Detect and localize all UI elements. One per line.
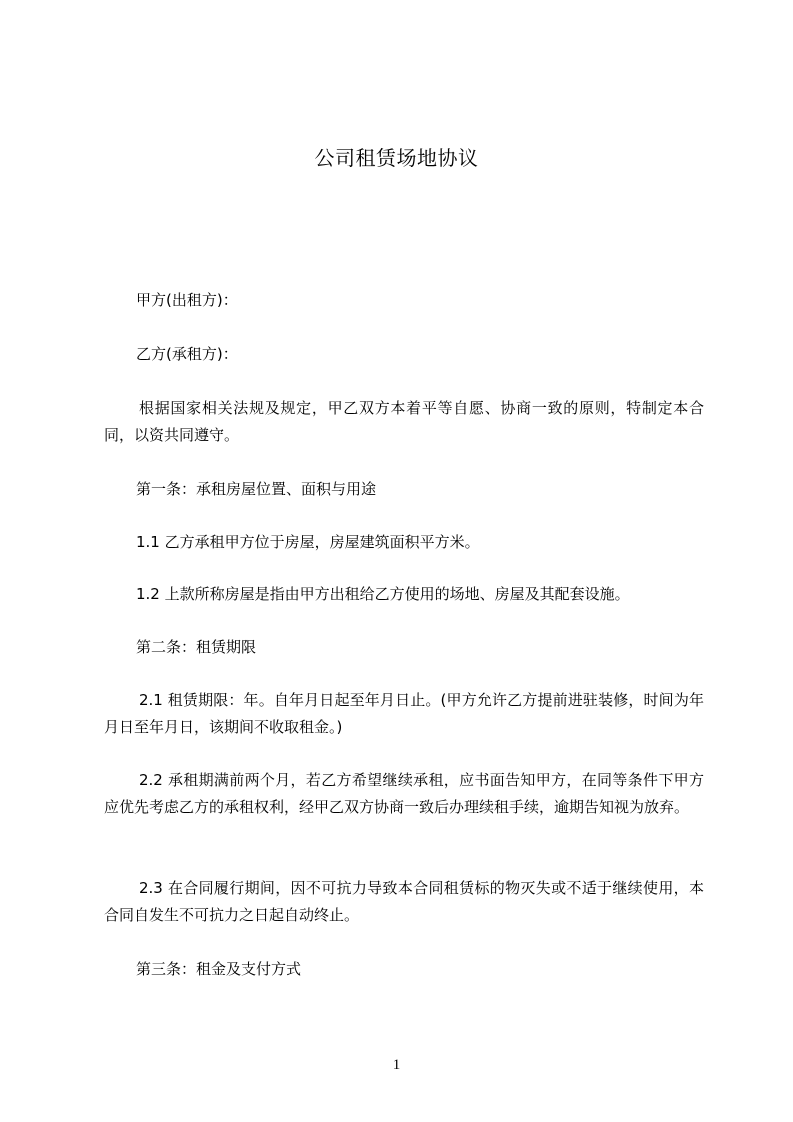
- article-3-heading: 第三条：租金及支付方式: [136, 960, 302, 978]
- clause-2-1: 2.1 租赁期限：年。自年月日起至年月日止。(甲方允许乙方提前进驻装修，时间为年月日至年月日，该期间不收取租金。): [104, 691, 704, 736]
- article-1-heading: 第一条：承租房屋位置、面积与用途: [136, 480, 377, 498]
- document-title: 公司租赁场地协议: [314, 146, 479, 170]
- clause-2-2: 2.2 承租期满前两个月，若乙方希望继续承租，应书面告知甲方，在同等条件下甲方应优先考虑乙方的承租权利，经甲乙双方协商一致后办理续租手续，逾期告知视为放弃。: [104, 771, 704, 816]
- party-b-line: 乙方(承租方)：: [136, 345, 238, 363]
- page-number: 1: [392, 1057, 401, 1073]
- preamble-paragraph: 根据国家相关法规及规定，甲乙双方本着平等自愿、协商一致的原则，特制定本合同，以资共同遵守。: [104, 399, 704, 444]
- clause-1-2: 1.2 上款所称房屋是指由甲方出租给乙方使用的场地、房屋及其配套设施。: [136, 585, 630, 603]
- article-2-heading: 第二条：租赁期限: [136, 638, 257, 656]
- party-a-line: 甲方(出租方)：: [136, 291, 238, 309]
- clause-2-3: 2.3 在合同履行期间，因不可抗力导致本合同租赁标的物灭失或不适于继续使用，本合同自发生不可抗力之日起自动终止。: [104, 879, 704, 924]
- clause-1-1: 1.1 乙方承租甲方位于房屋，房屋建筑面积平方米。: [136, 533, 480, 551]
